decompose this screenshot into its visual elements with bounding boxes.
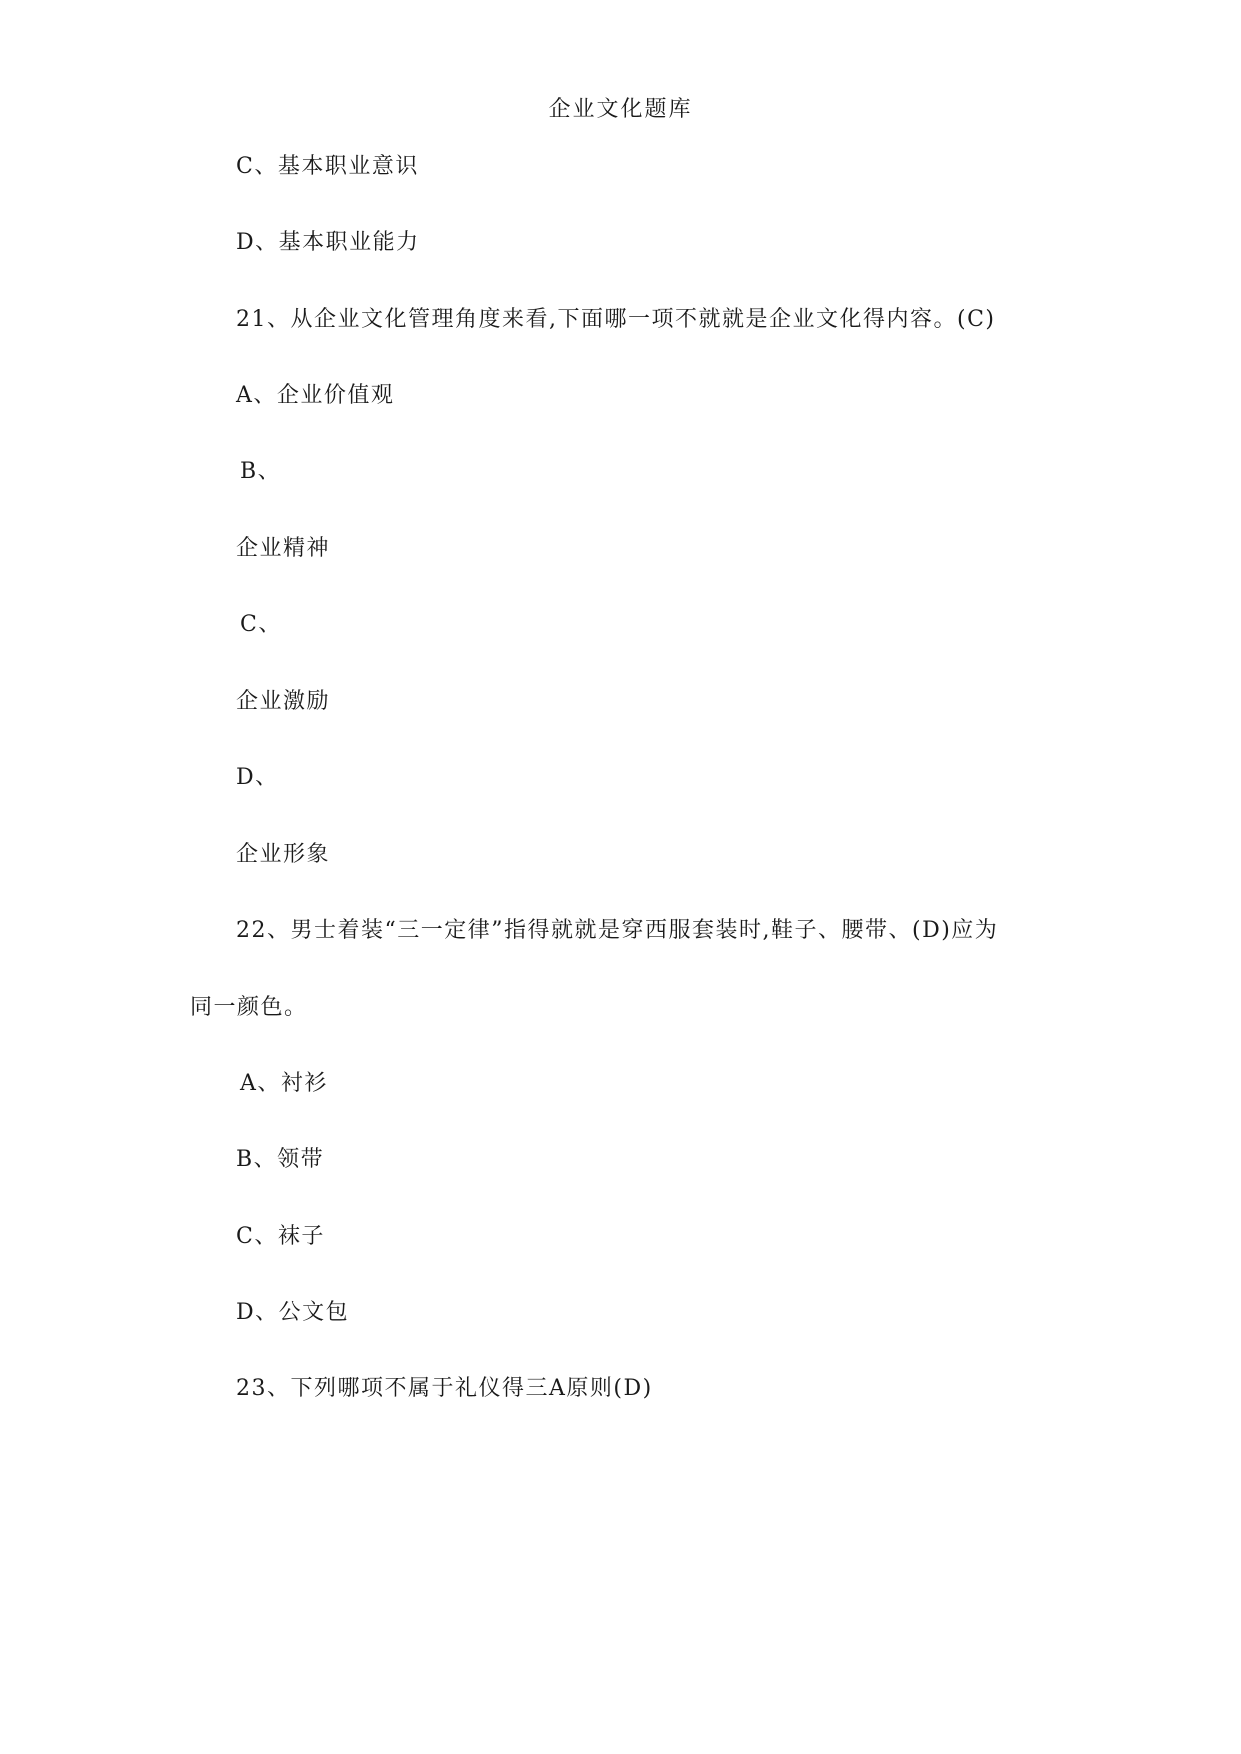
option-b-text: 企业精神: [236, 536, 331, 561]
option-c-text: 企业激励: [236, 689, 331, 714]
option-d-label: D、: [236, 765, 279, 790]
option-d-text: 企业形象: [236, 842, 331, 867]
option-c-text: C、袜子: [236, 1224, 325, 1249]
option-d-text: D、公文包: [236, 1300, 350, 1325]
option-c-text: C、基本职业意识: [236, 154, 419, 179]
question-22-continuation: 同一颜色。: [190, 995, 308, 1020]
option-a-text: A、衬衫: [240, 1071, 328, 1096]
option-b-text: B、领带: [236, 1147, 325, 1172]
question-22-text: 22、男士着装“三一定律”指得就就是穿西服套装时,鞋子、腰带、(D)应为: [236, 918, 999, 943]
option-a-text: A、企业价值观: [236, 383, 395, 408]
option-c-label: C、: [240, 612, 282, 637]
option-b-label: B、: [240, 459, 282, 484]
question-21-text: 21、从企业文化管理角度来看,下面哪一项不就就是企业文化得内容。(C): [236, 307, 996, 332]
question-23-text: 23、下列哪项不属于礼仪得三A原则(D): [236, 1376, 653, 1401]
page-header-title: 企业文化题库: [548, 97, 693, 122]
option-d-text: D、基本职业能力: [236, 230, 420, 255]
